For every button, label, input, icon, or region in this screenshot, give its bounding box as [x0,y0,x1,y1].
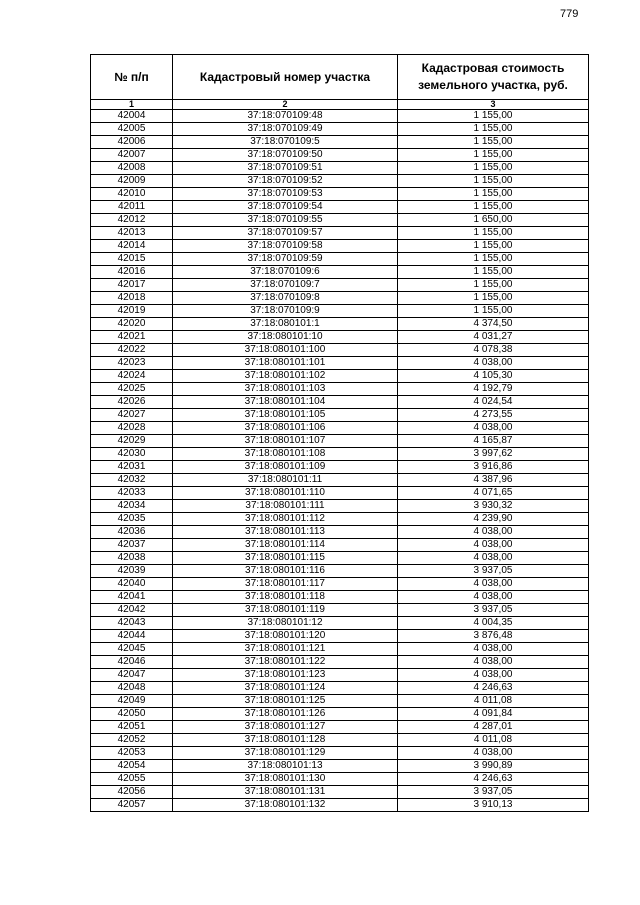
table-row [91,292,589,305]
row-number-cell: 42046 [91,656,173,669]
cadastral-number-cell: 37:18:080101:11 [173,474,398,487]
table-row [91,149,589,162]
cadastral-number-cell: 37:18:080101:102 [173,370,398,383]
table-row [91,526,589,539]
header-cadastral-number: Кадастровый номер участка [173,55,398,100]
row-number-cell: 42007 [91,149,173,162]
row-number-cell: 42031 [91,461,173,474]
table-row [91,656,589,669]
row-number-cell: 42016 [91,266,173,279]
row-number-cell: 42026 [91,396,173,409]
table-row [91,786,589,799]
row-number-cell: 42025 [91,383,173,396]
table-body [91,110,589,812]
cadastral-number-cell: 37:18:080101:128 [173,734,398,747]
table-row [91,357,589,370]
row-number-cell: 42018 [91,292,173,305]
row-number-cell: 42024 [91,370,173,383]
row-number-cell: 42013 [91,227,173,240]
cadastral-value-cell: 3 997,62 [398,448,589,461]
row-number-cell: 42050 [91,708,173,721]
row-number-cell: 42005 [91,123,173,136]
table-row [91,604,589,617]
cadastral-value-cell: 4 091,84 [398,708,589,721]
row-number-cell: 42054 [91,760,173,773]
cadastral-value-cell: 4 038,00 [398,669,589,682]
row-number-cell: 42055 [91,773,173,786]
row-number-cell: 42040 [91,578,173,591]
cadastral-number-cell: 37:18:080101:109 [173,461,398,474]
table-row [91,162,589,175]
table-row [91,188,589,201]
cadastral-number-cell: 37:18:080101:124 [173,682,398,695]
row-number-cell: 42009 [91,175,173,188]
cadastral-value-cell: 1 155,00 [398,175,589,188]
cadastral-number-cell: 37:18:080101:103 [173,383,398,396]
cadastral-number-cell: 37:18:080101:13 [173,760,398,773]
table-row [91,474,589,487]
table-row [91,435,589,448]
cadastral-value-cell: 4 011,08 [398,695,589,708]
cadastral-value-cell: 3 916,86 [398,461,589,474]
cadastral-value-cell: 4 024,54 [398,396,589,409]
cadastral-value-cell: 4 038,00 [398,656,589,669]
table-row [91,721,589,734]
cadastral-number-cell: 37:18:080101:130 [173,773,398,786]
table-row [91,669,589,682]
cadastral-number-cell: 37:18:080101:118 [173,591,398,604]
row-number-cell: 42044 [91,630,173,643]
cadastral-number-cell: 37:18:080101:1 [173,318,398,331]
table-row [91,344,589,357]
cadastral-number-cell: 37:18:080101:125 [173,695,398,708]
cadastral-number-cell: 37:18:080101:110 [173,487,398,500]
row-number-cell: 42006 [91,136,173,149]
cadastral-number-cell: 37:18:070109:6 [173,266,398,279]
row-number-cell: 42029 [91,435,173,448]
cadastral-value-cell: 4 038,00 [398,578,589,591]
cadastral-value-cell: 1 155,00 [398,123,589,136]
row-number-cell: 42051 [91,721,173,734]
cadastral-number-cell: 37:18:080101:121 [173,643,398,656]
cadastral-value-cell: 3 937,05 [398,786,589,799]
row-number-cell: 42057 [91,799,173,812]
table-row [91,695,589,708]
cadastral-value-cell: 1 155,00 [398,136,589,149]
row-number-cell: 42037 [91,539,173,552]
cadastral-value-cell: 4 246,63 [398,773,589,786]
cadastral-value-cell: 3 930,32 [398,500,589,513]
page-number: 779 [560,8,579,20]
cadastral-number-cell: 37:18:080101:114 [173,539,398,552]
row-number-cell: 42035 [91,513,173,526]
cadastral-value-table [90,54,589,812]
cadastral-number-cell: 37:18:080101:104 [173,396,398,409]
cadastral-number-cell: 37:18:080101:108 [173,448,398,461]
row-number-cell: 42048 [91,682,173,695]
row-number-cell: 42056 [91,786,173,799]
row-number-cell: 42012 [91,214,173,227]
row-number-cell: 42027 [91,409,173,422]
cadastral-number-cell: 37:18:080101:127 [173,721,398,734]
row-number-cell: 42004 [91,110,173,123]
cadastral-value-cell: 4 165,87 [398,435,589,448]
table-row [91,682,589,695]
table-row [91,500,589,513]
cadastral-value-cell: 1 155,00 [398,227,589,240]
table-row [91,201,589,214]
table-row [91,227,589,240]
cadastral-value-cell: 1 650,00 [398,214,589,227]
row-number-cell: 42011 [91,201,173,214]
table-row [91,448,589,461]
table-row [91,422,589,435]
cadastral-value-cell: 4 038,00 [398,591,589,604]
cadastral-number-cell: 37:18:080101:12 [173,617,398,630]
cadastral-number-cell: 37:18:080101:123 [173,669,398,682]
table-row [91,643,589,656]
row-number-cell: 42032 [91,474,173,487]
table-row [91,630,589,643]
cadastral-number-cell: 37:18:070109:53 [173,188,398,201]
table-row [91,409,589,422]
cadastral-value-cell: 4 038,00 [398,526,589,539]
table-row [91,279,589,292]
cadastral-value-cell: 4 105,30 [398,370,589,383]
cadastral-value-cell: 4 038,00 [398,539,589,552]
row-number-cell: 42020 [91,318,173,331]
cadastral-value-cell: 4 038,00 [398,552,589,565]
row-number-cell: 42021 [91,331,173,344]
cadastral-value-cell: 4 239,90 [398,513,589,526]
table-row [91,708,589,721]
table-row [91,396,589,409]
cadastral-value-cell: 4 273,55 [398,409,589,422]
row-number-cell: 42043 [91,617,173,630]
cadastral-value-cell: 1 155,00 [398,240,589,253]
cadastral-number-cell: 37:18:070109:49 [173,123,398,136]
cadastral-value-cell: 4 374,50 [398,318,589,331]
cadastral-number-cell: 37:18:080101:131 [173,786,398,799]
row-number-cell: 42039 [91,565,173,578]
row-number-cell: 42022 [91,344,173,357]
cadastral-number-cell: 37:18:080101:129 [173,747,398,760]
cadastral-value-cell: 1 155,00 [398,201,589,214]
cadastral-value-cell: 1 155,00 [398,253,589,266]
cadastral-value-cell: 3 910,13 [398,799,589,812]
table-row [91,565,589,578]
cadastral-number-cell: 37:18:080101:10 [173,331,398,344]
cadastral-number-cell: 37:18:080101:111 [173,500,398,513]
cadastral-value-cell: 1 155,00 [398,149,589,162]
cadastral-value-cell: 1 155,00 [398,188,589,201]
cadastral-number-cell: 37:18:070109:59 [173,253,398,266]
row-number-cell: 42033 [91,487,173,500]
table-row [91,370,589,383]
cadastral-number-cell: 37:18:070109:51 [173,162,398,175]
cadastral-number-cell: 37:18:080101:112 [173,513,398,526]
table-row [91,552,589,565]
cadastral-number-cell: 37:18:080101:101 [173,357,398,370]
cadastral-value-cell: 1 155,00 [398,292,589,305]
table-row [91,214,589,227]
table-row [91,266,589,279]
row-number-cell: 42045 [91,643,173,656]
cadastral-number-cell: 37:18:080101:119 [173,604,398,617]
header-cadastral-value-line2: земельного участка, руб. [418,78,568,92]
table-row [91,591,589,604]
cadastral-number-cell: 37:18:070109:55 [173,214,398,227]
column-number-2: 2 [173,100,398,110]
cadastral-value-cell: 4 038,00 [398,422,589,435]
table-row [91,383,589,396]
table-row [91,253,589,266]
cadastral-value-cell: 1 155,00 [398,305,589,318]
table-row [91,318,589,331]
cadastral-number-cell: 37:18:080101:117 [173,578,398,591]
cadastral-value-cell: 4 246,63 [398,682,589,695]
table-row [91,539,589,552]
table-row [91,617,589,630]
table-row [91,175,589,188]
cadastral-value-cell: 4 031,27 [398,331,589,344]
row-number-cell: 42047 [91,669,173,682]
cadastral-number-cell: 37:18:070109:54 [173,201,398,214]
cadastral-value-cell: 4 004,35 [398,617,589,630]
cadastral-number-cell: 37:18:070109:9 [173,305,398,318]
column-number-3: 3 [398,100,589,110]
cadastral-number-cell: 37:18:080101:106 [173,422,398,435]
cadastral-number-cell: 37:18:080101:116 [173,565,398,578]
cadastral-value-cell: 4 038,00 [398,747,589,760]
cadastral-value-cell: 3 937,05 [398,604,589,617]
cadastral-number-cell: 37:18:070109:7 [173,279,398,292]
cadastral-number-cell: 37:18:070109:5 [173,136,398,149]
table-row [91,123,589,136]
cadastral-number-cell: 37:18:070109:50 [173,149,398,162]
row-number-cell: 42014 [91,240,173,253]
cadastral-number-cell: 37:18:070109:58 [173,240,398,253]
row-number-cell: 42036 [91,526,173,539]
table-row [91,799,589,812]
row-number-cell: 42053 [91,747,173,760]
cadastral-number-cell: 37:18:070109:48 [173,110,398,123]
row-number-cell: 42038 [91,552,173,565]
cadastral-value-cell: 3 876,48 [398,630,589,643]
cadastral-number-cell: 37:18:080101:122 [173,656,398,669]
row-number-cell: 42017 [91,279,173,292]
row-number-cell: 42052 [91,734,173,747]
cadastral-number-cell: 37:18:080101:115 [173,552,398,565]
cadastral-number-cell: 37:18:070109:52 [173,175,398,188]
table-row [91,240,589,253]
row-number-cell: 42030 [91,448,173,461]
cadastral-value-cell: 4 038,00 [398,643,589,656]
cadastral-value-cell: 1 155,00 [398,279,589,292]
cadastral-number-cell: 37:18:080101:113 [173,526,398,539]
cadastral-value-cell: 3 937,05 [398,565,589,578]
table-row [91,747,589,760]
cadastral-value-cell: 4 078,38 [398,344,589,357]
table-row [91,578,589,591]
header-cadastral-value-line1: Кадастровая стоимость [421,61,565,75]
header-cadastral-value [398,55,589,100]
row-number-cell: 42015 [91,253,173,266]
row-number-cell: 42008 [91,162,173,175]
cadastral-number-cell: 37:18:070109:57 [173,227,398,240]
cadastral-value-cell: 4 038,00 [398,357,589,370]
table-row [91,734,589,747]
cadastral-value-cell: 4 192,79 [398,383,589,396]
table-row [91,461,589,474]
cadastral-number-cell: 37:18:080101:120 [173,630,398,643]
row-number-cell: 42042 [91,604,173,617]
cadastral-number-cell: 37:18:080101:126 [173,708,398,721]
table-row [91,487,589,500]
header-row-number: № п/п [91,55,173,100]
table-row [91,110,589,123]
table-row [91,136,589,149]
cadastral-value-cell: 1 155,00 [398,162,589,175]
row-number-cell: 42049 [91,695,173,708]
cadastral-value-cell: 1 155,00 [398,266,589,279]
cadastral-value-cell: 1 155,00 [398,110,589,123]
row-number-cell: 42041 [91,591,173,604]
table-row [91,773,589,786]
table-row [91,331,589,344]
table-row [91,305,589,318]
column-number-1: 1 [91,100,173,110]
cadastral-value-cell: 3 990,89 [398,760,589,773]
cadastral-number-cell: 37:18:070109:8 [173,292,398,305]
table-row [91,760,589,773]
row-number-cell: 42010 [91,188,173,201]
table-row [91,513,589,526]
cadastral-value-cell: 4 071,65 [398,487,589,500]
cadastral-value-cell: 4 287,01 [398,721,589,734]
row-number-cell: 42023 [91,357,173,370]
cadastral-number-cell: 37:18:080101:100 [173,344,398,357]
cadastral-number-cell: 37:18:080101:107 [173,435,398,448]
cadastral-value-cell: 4 387,96 [398,474,589,487]
row-number-cell: 42034 [91,500,173,513]
row-number-cell: 42028 [91,422,173,435]
cadastral-number-cell: 37:18:080101:105 [173,409,398,422]
row-number-cell: 42019 [91,305,173,318]
cadastral-value-cell: 4 011,08 [398,734,589,747]
cadastral-number-cell: 37:18:080101:132 [173,799,398,812]
